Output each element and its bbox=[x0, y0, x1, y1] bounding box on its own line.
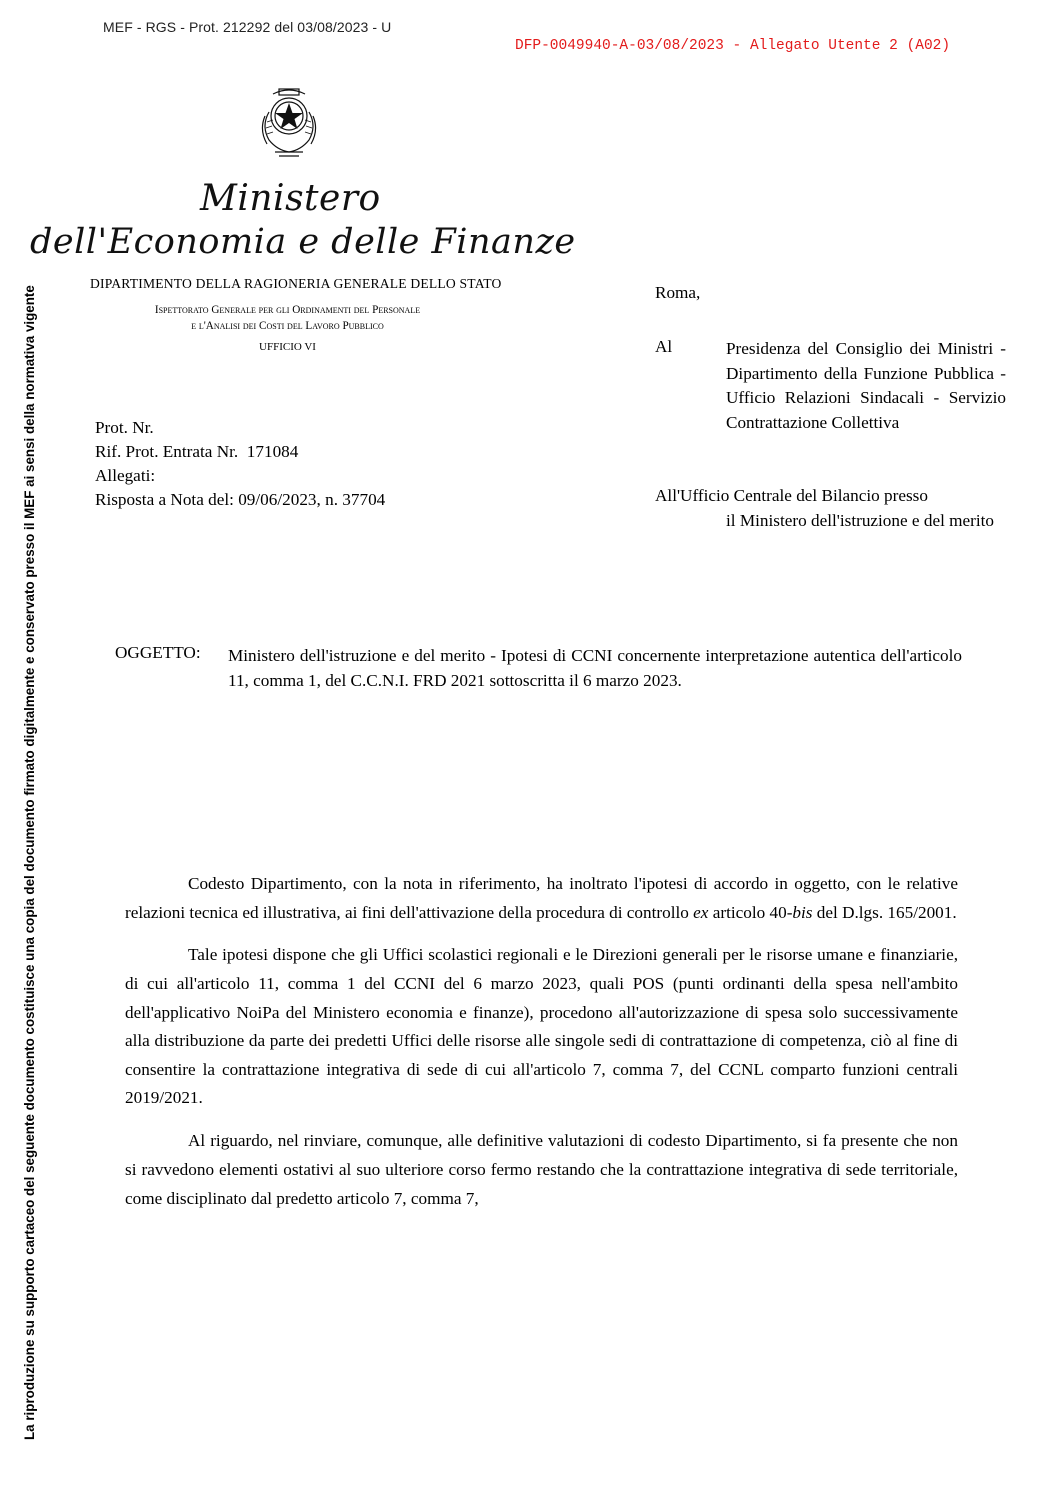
recipient-1: Presidenza del Consiglio dei Ministri - Dipartimento della Funzione Pubblica - Ufficio Relazioni Sindacali - Servizio Contrattazione Collettiva bbox=[726, 339, 1006, 432]
subject-text: Ministero dell'istruzione e del merito - Ipotesi di CCNI concernente interpretazione autentica dell'articolo 11, comma 1, del C.C.N.I. FRD 2021 sottoscritta il 6 marzo 2023. bbox=[228, 646, 962, 690]
references-block bbox=[95, 416, 385, 512]
side-notice: La riproduzione su supporto cartaceo del seguente documento costituisce una copia del documento firmato digitalmente e conservato presso il MEF ai sensi della normativa vigente bbox=[22, 285, 37, 1440]
paragraph-1: Codesto Dipartimento, con la nota in riferimento, ha inoltrato l'ipotesi di accordo in oggetto, con le relative relazioni tecnica ed illustrativa, ai fini dell'attivazione della procedura di controllo ex articolo 40-bis del D.lgs. 165/2001. bbox=[125, 874, 958, 922]
place-label: Roma, bbox=[655, 283, 701, 302]
recipient-2 bbox=[655, 484, 1006, 533]
subject-label: OGGETTO: bbox=[115, 643, 201, 662]
inspectorate-name bbox=[100, 302, 475, 334]
recipient-2-first-line: All'Ufficio Centrale del Bilancio presso bbox=[655, 486, 928, 505]
inspectorate-line2: e l'Analisi dei Costi del Lavoro Pubblico bbox=[191, 320, 384, 332]
protocol-stamp: MEF - RGS - Prot. 212292 del 03/08/2023 - U bbox=[103, 19, 392, 35]
prot-number: Prot. Nr. bbox=[95, 418, 154, 437]
ministry-title-line2: dell'Economia e delle Finanze bbox=[30, 222, 576, 262]
paragraph-3: Al riguardo, nel rinviare, comunque, alle definitive valutazioni di codesto Dipartimento, si fa presente che non si ravvedono elementi ostativi al suo ulteriore corso fermo restando che la contrattazione integrativa di sede territoriale, come disciplinato dal predetto articolo 7, comma 7, bbox=[125, 1131, 958, 1208]
recipient-prefix: Al bbox=[655, 337, 673, 356]
rif-prot: Rif. Prot. Entrata Nr. 171084 bbox=[95, 442, 299, 461]
risposta-nota: Risposta a Nota del: 09/06/2023, n. 37704 bbox=[95, 490, 386, 509]
recipient-2-continuation: il Ministero dell'istruzione e del merito bbox=[726, 510, 995, 530]
paragraph-2: Tale ipotesi dispone che gli Uffici scolastici regionali e le Direzioni generali per le risorse umane e finanziarie, di cui all'articolo 11, comma 1 del CCNI del 6 marzo 2023, quali POS (punti ordinanti della spesa nell'ambito dell'applicativo NoiPa del Ministero economia e finanze), procedono all'autorizzazione di spesa solo successivamente alla distribuzione da parte dei predetti Uffici delle risorse alle singole sedi di contrattazione di competenza, ciò al fine di consentire la contrattazione integrativa di sede di cui all'articolo 7, comma 7, del CCNL comparto funzioni centrali 2019/2021. bbox=[125, 945, 958, 1108]
republic-emblem-icon bbox=[255, 86, 323, 160]
department-name: DIPARTIMENTO DELLA RAGIONERIA GENERALE DELLO STATO bbox=[90, 276, 502, 291]
office-name: UFFICIO VI bbox=[259, 341, 316, 353]
inspectorate-line1: Ispettorato Generale per gli Ordinamenti del Personale bbox=[154, 304, 421, 316]
letter-body bbox=[125, 870, 958, 1227]
ministry-title-line1: Ministero bbox=[200, 178, 381, 219]
dfp-stamp: DFP-0049940-A-03/08/2023 - Allegato Utente 2 (A02) bbox=[515, 38, 951, 54]
allegati: Allegati: bbox=[95, 466, 156, 485]
